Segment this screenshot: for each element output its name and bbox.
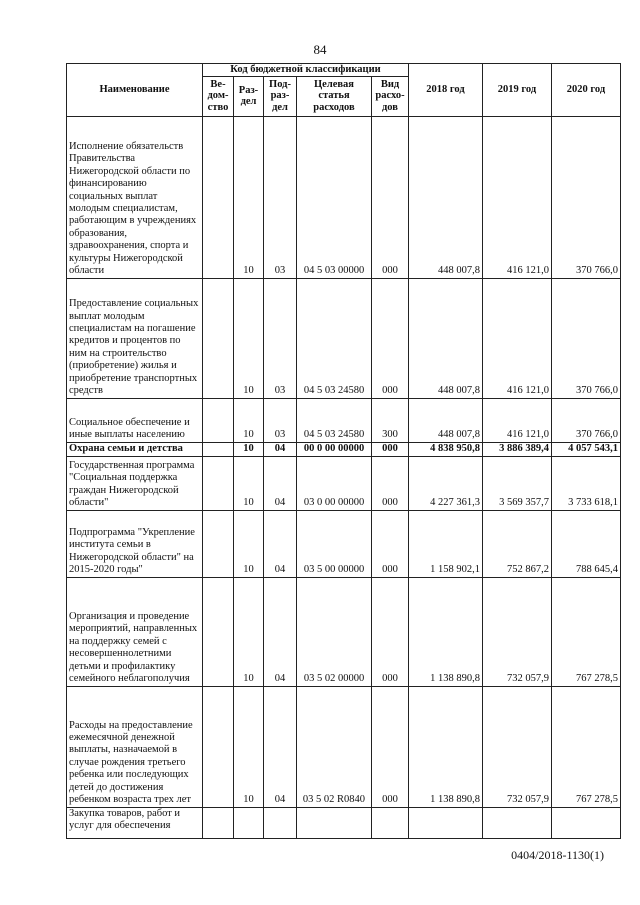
row-name: Охрана семьи и детства	[67, 442, 203, 456]
table-row	[67, 807, 621, 838]
table-row	[67, 442, 621, 456]
row-vid: 000	[372, 278, 409, 398]
row-2019: 732 057,9	[483, 686, 552, 807]
row-2020: 370 766,0	[552, 278, 621, 398]
row-podrazdel: 04	[264, 456, 297, 510]
row-2019	[483, 807, 552, 838]
row-2018: 448 007,8	[409, 278, 483, 398]
row-podrazdel: 04	[264, 510, 297, 577]
row-2018: 4 838 950,8	[409, 442, 483, 456]
row-name: Организация и проведение мероприятий, направленных на поддержку семей с несовершеннолетними детьми и профилактику семейного неблагополучия	[67, 577, 203, 686]
row-ved	[203, 456, 234, 510]
row-vid: 000	[372, 686, 409, 807]
row-vid: 000	[372, 456, 409, 510]
table-row	[67, 116, 621, 278]
row-tselevaya: 00 0 00 00000	[297, 442, 372, 456]
row-2020: 370 766,0	[552, 116, 621, 278]
row-2019: 752 867,2	[483, 510, 552, 577]
row-2020: 767 278,5	[552, 577, 621, 686]
header-2019: 2019 год	[483, 64, 552, 117]
row-ved	[203, 807, 234, 838]
row-2019: 416 121,0	[483, 116, 552, 278]
table-row	[67, 686, 621, 807]
row-vid: 000	[372, 510, 409, 577]
row-tselevaya: 03 5 02 R0840	[297, 686, 372, 807]
row-tselevaya: 03 5 02 00000	[297, 577, 372, 686]
row-vid: 000	[372, 577, 409, 686]
row-2020: 370 766,0	[552, 398, 621, 442]
row-2018: 4 227 361,3	[409, 456, 483, 510]
row-razdel: 10	[234, 686, 264, 807]
header-razdel: Раз- дел	[234, 76, 264, 116]
row-podrazdel: 04	[264, 686, 297, 807]
row-tselevaya: 04 5 03 00000	[297, 116, 372, 278]
row-2020: 767 278,5	[552, 686, 621, 807]
row-ved	[203, 686, 234, 807]
row-2018: 448 007,8	[409, 398, 483, 442]
row-razdel: 10	[234, 456, 264, 510]
row-2020: 788 645,4	[552, 510, 621, 577]
header-2020: 2020 год	[552, 64, 621, 117]
row-2020	[552, 807, 621, 838]
row-tselevaya: 03 0 00 00000	[297, 456, 372, 510]
row-name: Расходы на предоставление ежемесячной денежной выплаты, назначаемой в случае рождения третьего ребенка или последующих детей до достижения ребенком возраста трех лет	[67, 686, 203, 807]
row-ved	[203, 398, 234, 442]
row-ved	[203, 510, 234, 577]
document-code: 0404/2018-1130(1)	[511, 848, 604, 862]
row-vid: 300	[372, 398, 409, 442]
row-ved	[203, 278, 234, 398]
row-vid: 000	[372, 442, 409, 456]
table-row	[67, 456, 621, 510]
row-2019: 732 057,9	[483, 577, 552, 686]
row-podrazdel: 03	[264, 278, 297, 398]
row-razdel: 10	[234, 577, 264, 686]
table-row	[67, 278, 621, 398]
header-vid: Вид расхо- дов	[372, 76, 409, 116]
row-razdel	[234, 807, 264, 838]
row-podrazdel: 04	[264, 442, 297, 456]
page-number: 84	[313, 42, 327, 57]
row-2018: 448 007,8	[409, 116, 483, 278]
row-name: Закупка товаров, работ и услуг для обеспечения	[67, 807, 203, 838]
row-2018: 1 138 890,8	[409, 577, 483, 686]
row-podrazdel: 04	[264, 577, 297, 686]
header-vedomstvo: Ве- дом- ство	[203, 76, 234, 116]
row-razdel: 10	[234, 278, 264, 398]
table-row	[67, 510, 621, 577]
header-podrazdel: Под- раз- дел	[264, 76, 297, 116]
row-2018: 1 158 902,1	[409, 510, 483, 577]
header-2018: 2018 год	[409, 64, 483, 117]
row-name: Подпрограмма "Укрепление института семьи в Нижегородской области" на 2015-2020 годы"	[67, 510, 203, 577]
row-tselevaya: 03 5 00 00000	[297, 510, 372, 577]
header-tselevaya: Целевая статья расходов	[297, 76, 372, 116]
row-tselevaya	[297, 807, 372, 838]
row-name: Исполнение обязательств Правительства Нижегородской области по финансированию социальных выплат молодым специалистам, работающим в учреждениях образования, здравоохранения, спорта и культуры Нижегородской области	[67, 116, 203, 278]
row-name: Предоставление социальных выплат молодым специалистам на погашение кредитов и процентов по ним на строительство (приобретение) жилья и приобретение транспортных средств	[67, 278, 203, 398]
row-razdel: 10	[234, 116, 264, 278]
row-name: Социальное обеспечение и иные выплаты населению	[67, 398, 203, 442]
row-2019: 3 569 357,7	[483, 456, 552, 510]
row-2020: 3 733 618,1	[552, 456, 621, 510]
row-2018	[409, 807, 483, 838]
row-name: Государственная программа "Социальная поддержка граждан Нижегородской области"	[67, 456, 203, 510]
row-ved	[203, 442, 234, 456]
table-row	[67, 398, 621, 442]
table-row	[67, 577, 621, 686]
row-2019: 416 121,0	[483, 278, 552, 398]
row-2019: 416 121,0	[483, 398, 552, 442]
budget-table	[66, 63, 621, 839]
row-ved	[203, 577, 234, 686]
row-vid	[372, 807, 409, 838]
row-razdel: 10	[234, 510, 264, 577]
row-podrazdel: 03	[264, 398, 297, 442]
row-podrazdel	[264, 807, 297, 838]
row-2019: 3 886 389,4	[483, 442, 552, 456]
row-razdel: 10	[234, 442, 264, 456]
header-name: Наименование	[67, 64, 203, 117]
row-2018: 1 138 890,8	[409, 686, 483, 807]
row-vid: 000	[372, 116, 409, 278]
row-2020: 4 057 543,1	[552, 442, 621, 456]
row-podrazdel: 03	[264, 116, 297, 278]
row-ved	[203, 116, 234, 278]
row-tselevaya: 04 5 03 24580	[297, 278, 372, 398]
row-razdel: 10	[234, 398, 264, 442]
row-tselevaya: 04 5 03 24580	[297, 398, 372, 442]
header-kbk: Код бюджетной классификации	[203, 64, 409, 77]
